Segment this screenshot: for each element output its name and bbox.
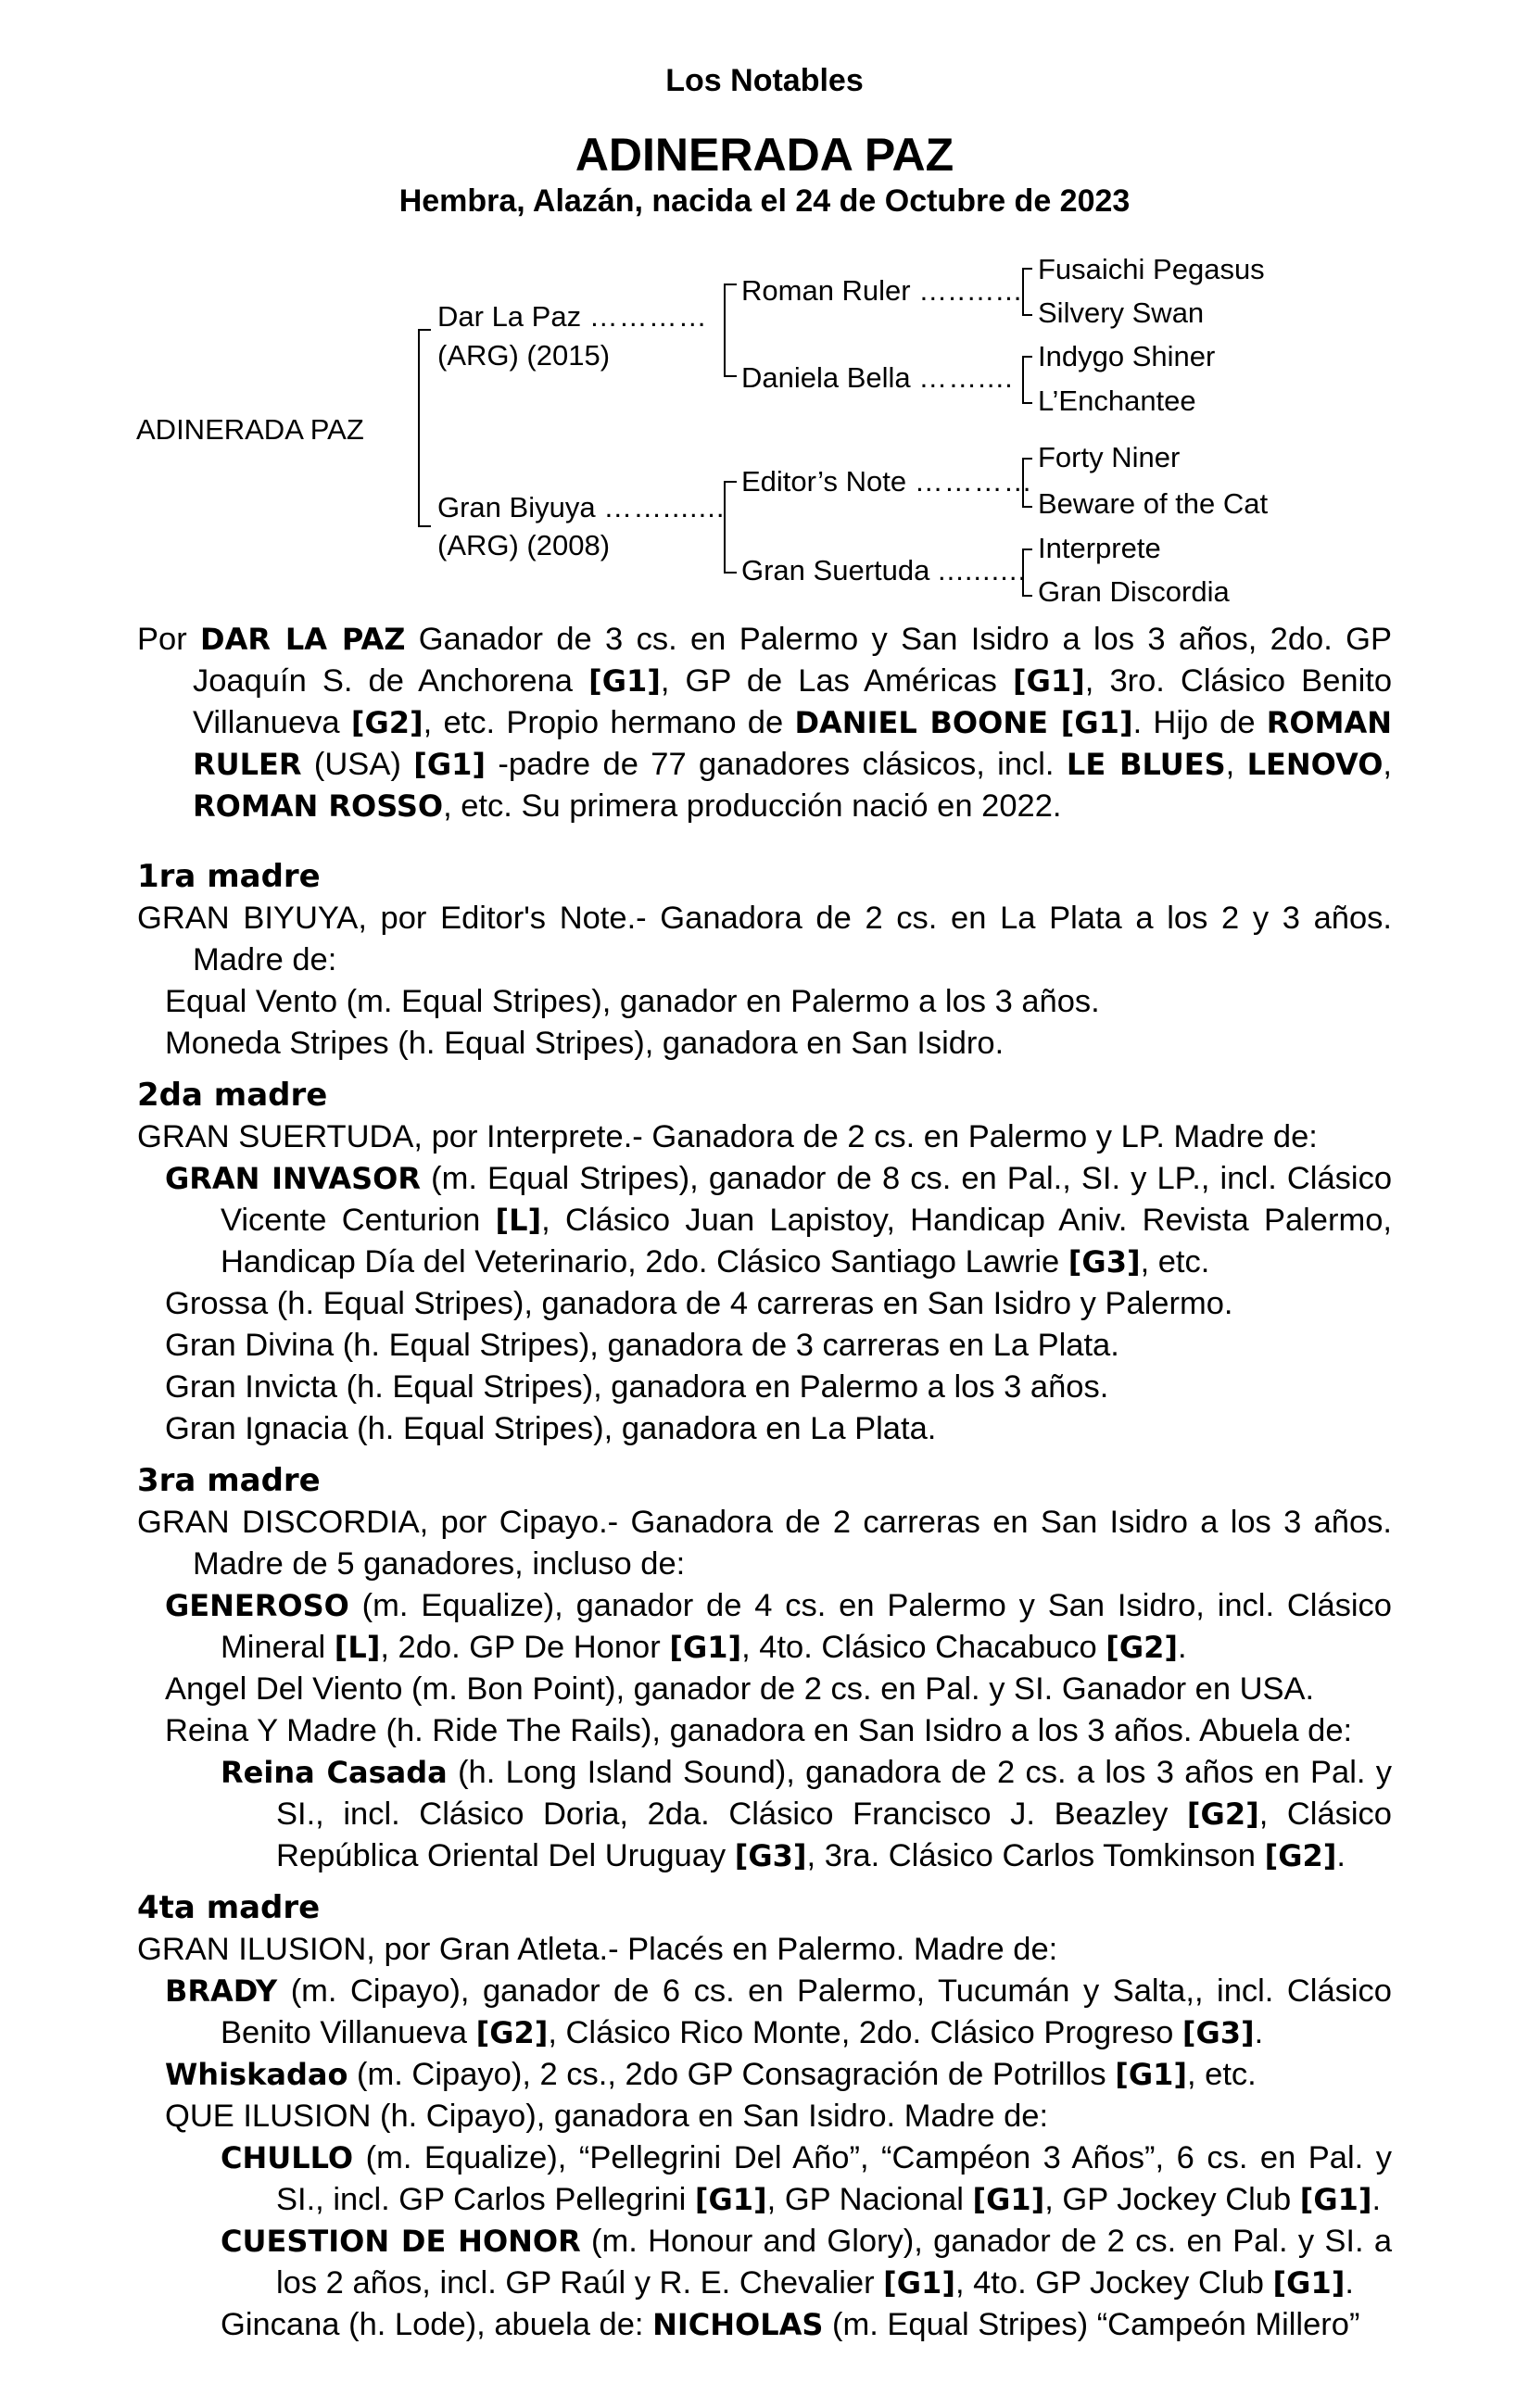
pedigree-dam-detail: (ARG) (2008) [437, 529, 611, 561]
dam4-grandproduce: CUESTION DE HONOR (m. Honour and Glory), ganador de 2 cs. en Pal. y SI. a los 2 años, incl. GP Raúl y R. E. Chevalier [G1], 4to. GP Jockey Club [G1]. [221, 2224, 1393, 2301]
pedigree-bracket-bottom [418, 329, 431, 527]
dam2-produce: GRAN INVASOR (m. Equal Stripes), ganador de 8 cs. en Pal., SI. y LP., incl. Clásico Vicente Centurion [L], Clásico Juan Lapistoy, Handicap Aniv. Revista Palermo, Handicap Día del Veterinario, 2do. Clásico Santiago Lawrie [G3], etc. [165, 1161, 1393, 1280]
dam1-produce: Equal Vento (m. Equal Stripes), ganador en Palermo a los 3 años. [165, 984, 1100, 1019]
dam2-produce: Gran Invicta (h. Equal Stripes), ganadora en Palermo a los 3 años. [165, 1369, 1109, 1405]
pedigree-bracket-dd [1022, 548, 1032, 597]
dam2-title: 2da madre [137, 1077, 328, 1114]
pedigree-bracket-dam [724, 481, 737, 574]
dam3-produce: GENEROSO (m. Equalize), ganador de 4 cs. en Palermo y San Isidro, incl. Clásico Mineral [L], 2do. GP De Honor [G1], 4to. Clásico Chacabuco [G2]. [165, 1588, 1392, 1665]
pedigree-bracket-ds [1022, 458, 1032, 508]
dam4-produce: Whiskadao (m. Cipayo), 2 cs., 2do GP Consagración de Potrillos [G1], etc. [165, 2057, 1257, 2092]
pedigree-dsd: Beware of the Cat [1038, 487, 1269, 520]
pedigree-ddd: Gran Discordia [1038, 575, 1230, 608]
pedigree-bracket-sire [724, 284, 737, 377]
pedigree-dam: Gran Biyuya ……....... [437, 491, 726, 523]
dam1-line: GRAN BIYUYA, por Editor's Note.- Ganadora de 2 cs. en La Plata a los 2 y 3 años. Madre de: [137, 901, 1392, 977]
dam2-produce: Gran Divina (h. Equal Stripes), ganadora de 3 carreras en La Plata. [165, 1328, 1119, 1363]
dam3-title: 3ra madre [137, 1462, 321, 1499]
dam3-line: GRAN DISCORDIA, por Cipayo.- Ganadora de 2 carreras en San Isidro a los 3 años. Madre de 5 ganadores, incluso de: [137, 1505, 1392, 1582]
dam2-produce: Gran Ignacia (h. Equal Stripes), ganadora en La Plata. [165, 1411, 937, 1446]
pedigree-subject: ADINERADA PAZ [136, 413, 364, 446]
pedigree-bracket-ss [1022, 268, 1032, 316]
dam2-produce: Grossa (h. Equal Stripes), ganadora de 4 carreras en San Isidro y Palermo. [165, 1286, 1233, 1321]
pedigree-sdd: L’Enchantee [1038, 385, 1196, 417]
pedigree-ds: Editor’s Note ………… [741, 465, 1033, 498]
dam1-title: 1ra madre [137, 858, 321, 895]
dam3-produce: Reina Y Madre (h. Ride The Rails), ganadora en San Isidro a los 3 años. Abuela de: [165, 1713, 1353, 1748]
pedigree-sss: Fusaichi Pegasus [1038, 253, 1265, 285]
dam4-produce: BRADY (m. Cipayo), ganador de 6 cs. en Palermo, Tucumán y Salta,, incl. Clásico Benito Villanueva [G2], Clásico Rico Monte, 2do. Clásico Progreso [G3]. [165, 1973, 1392, 2050]
series-title: Los Notables [665, 63, 864, 98]
dam4-grandproduce: Gincana (h. Lode), abuela de: NICHOLAS (m. Equal Stripes) “Campeón Millero” [221, 2307, 1360, 2342]
pedigree-dss: Forty Niner [1038, 441, 1181, 473]
dam4-line: GRAN ILUSION, por Gran Atleta.- Placés en Palermo. Madre de: [137, 1932, 1058, 1967]
sire-paragraph: Por DAR LA PAZ Ganador de 3 cs. en Palermo y San Isidro a los 3 años, 2do. GP Joaquín S. de Anchorena [G1], GP de Las Américas [G1], 3ro. Clásico Benito Villanueva [G2], etc. Propio hermano de DANIEL BOONE [G1]. Hijo de ROMAN RULER (USA) [G1] -padre de 77 ganadores clásicos, incl. LE BLUES, LENOVO, ROMAN ROSSO, etc. Su primera producción nació en 2022. [137, 622, 1393, 824]
dam3-produce: Angel Del Viento (m. Bon Point), ganador de 2 cs. en Pal. y SI. Ganador en USA. [165, 1671, 1315, 1707]
pedigree-sds: Indygo Shiner [1038, 340, 1216, 372]
horse-name: ADINERADA PAZ [575, 129, 954, 181]
dam2-line: GRAN SUERTUDA, por Interprete.- Ganadora de 2 cs. en Palermo y LP. Madre de: [137, 1119, 1318, 1154]
pedigree-sd: Daniela Bella …….... [741, 361, 1014, 394]
catalog-text [137, 619, 1392, 2346]
pedigree-dds: Interprete [1038, 532, 1161, 564]
dam4-grandproduce: CHULLO (m. Equalize), “Pellegrini Del Año”, “Campéon 3 Años”, 6 cs. en Pal. y SI., incl. GP Carlos Pellegrini [G1], GP Nacional [G1], GP Jockey Club [G1]. [221, 2140, 1392, 2217]
horse-subtitle: Hembra, Alazán, nacida el 24 de Octubre de 2023 [398, 183, 1131, 219]
pedigree-ss: Roman Ruler …..…... [741, 274, 1023, 307]
dam4-title: 4ta madre [137, 1889, 321, 1926]
pedigree-sire: Dar La Paz ………… [437, 300, 708, 333]
pedigree-bracket-sd [1022, 356, 1032, 404]
pedigree-sire-detail: (ARG) (2015) [437, 339, 611, 372]
pedigree-ssd: Silvery Swan [1038, 296, 1205, 329]
dam3-grandproduce: Reina Casada (h. Long Island Sound), ganadora de 2 cs. a los 3 años en Pal. y SI., incl. Clásico Doria, 2da. Clásico Francisco J. Beazley [G2], Clásico República Oriental Del Uruguay [G3], 3ra. Clásico Carlos Tomkinson [G2]. [221, 1755, 1392, 1873]
dam4-produce: QUE ILUSION (h. Cipayo), ganadora en San Isidro. Madre de: [165, 2099, 1049, 2134]
dam1-produce: Moneda Stripes (h. Equal Stripes), ganadora en San Isidro. [165, 1026, 1005, 1061]
pedigree-dd: Gran Suertuda .......... [741, 554, 1028, 586]
